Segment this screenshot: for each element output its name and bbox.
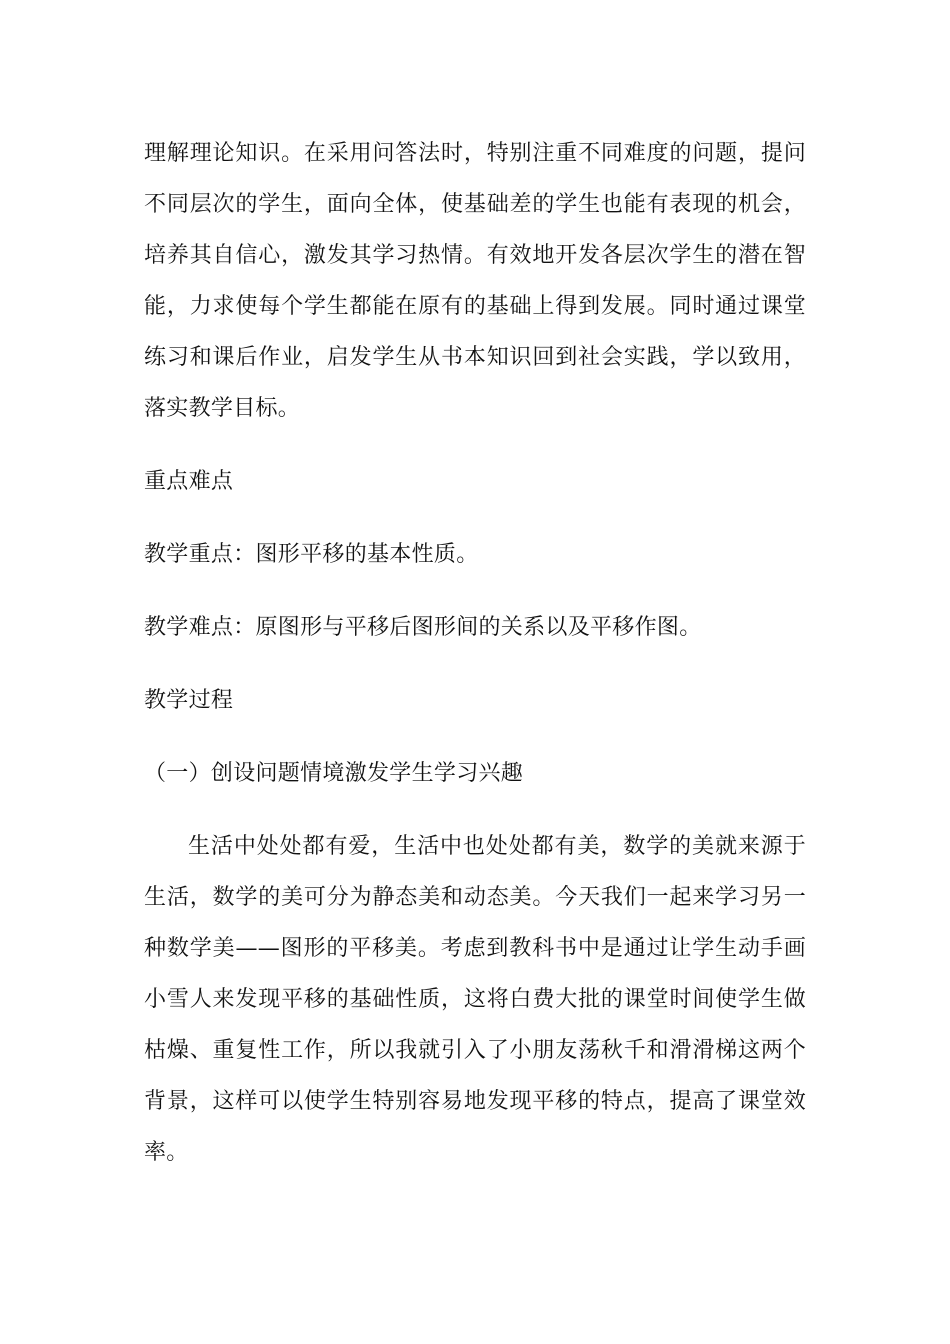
section-heading-process: 教学过程 bbox=[144, 688, 234, 713]
difficult-point-text: 教学难点：原图形与平移后图形间的关系以及平移作图。 bbox=[144, 615, 702, 640]
subsection-heading-1: （一）创设问题情境激发学生学习兴趣 bbox=[144, 761, 524, 786]
intro-paragraph: 理解理论知识。在采用问答法时，特别注重不同难度的问题，提问不同层次的学生，面向全体，使基础差的学生也能有表现的机会，培养其自信心，激发其学习热情。有效地开发各层次学生的潜在智能，力求使每个学生都能在原有的基础上得到发展。同时通过课堂练习和课后作业，启发学生从书本知识回到社会实践，学以致用，落实教学目标。 bbox=[144, 141, 806, 421]
document-content bbox=[144, 128, 806, 1178]
section-heading-key-points: 重点难点 bbox=[144, 469, 234, 494]
key-point-text: 教学重点：图形平移的基本性质。 bbox=[144, 542, 479, 567]
paragraph-1: 生活中处处都有爱，生活中也处处都有美，数学的美就来源于生活，数学的美可分为静态美和动态美。今天我们一起来学习另一种数学美——图形的平移美。考虑到教科书中是通过让学生动手画小雪人来发现平移的基础性质，这将白费大批的课堂时间使学生做枯燥、重复性工作，所以我就引入了小朋友荡秋千和滑滑梯这两个背景，这样可以使学生特别容易地发现平移的特点，提高了课堂效率。 bbox=[144, 834, 806, 1165]
